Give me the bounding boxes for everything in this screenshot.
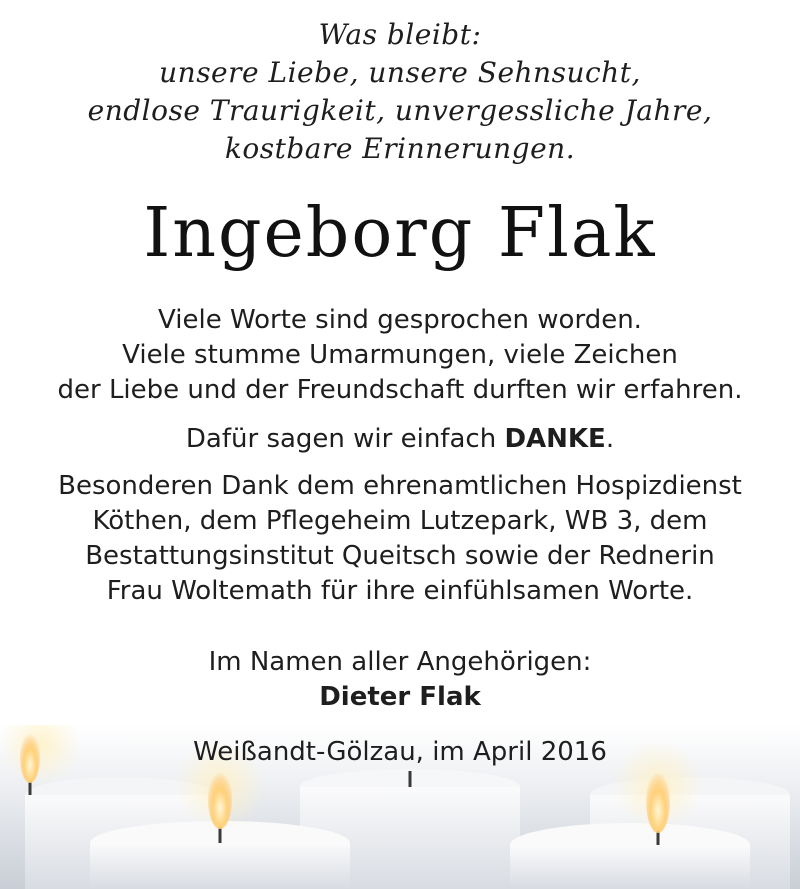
text-line: Frau Woltemath für ihre einfühlsamen Worte. [106,576,694,606]
signature-name: Dieter Flak [319,682,481,712]
text-line: Besonderen Dank dem ehrenamtlichen Hospizdienst [58,471,742,501]
danke-prefix: Dafür sagen wir einfach [185,424,505,454]
text-line: Bestattungsinstitut Queitsch sowie der Rednerin [85,541,715,571]
thanks-intro [0,303,800,408]
danke-line [0,422,800,457]
special-thanks [0,469,800,609]
text-line: Viele stumme Umarmungen, viele Zeichen [122,340,678,370]
text-line: Viele Worte sind gesprochen worden. [158,305,642,335]
text-line: Köthen, dem Pflegeheim Lutzepark, WB 3, dem [92,506,708,536]
poem-line: kostbare Erinnerungen. [224,132,576,165]
signature [0,645,800,715]
danke-suffix: . [605,424,615,454]
text-line: der Liebe und der Freundschaft durften wir erfahren. [57,375,743,405]
deceased-name: Ingeborg Flak [143,194,657,273]
place-date: Weißandt-Gölzau, im April 2016 [193,737,607,767]
signature-intro: Im Namen aller Angehörigen: [208,647,592,677]
poem-line: Was bleibt: [318,18,482,51]
poem-line: unsere Liebe, unsere Sehnsucht, [159,56,641,89]
danke-word: DANKE [504,424,606,454]
poem [0,16,800,168]
poem-line: endlose Traurigkeit, unvergessliche Jahre, [87,94,713,127]
